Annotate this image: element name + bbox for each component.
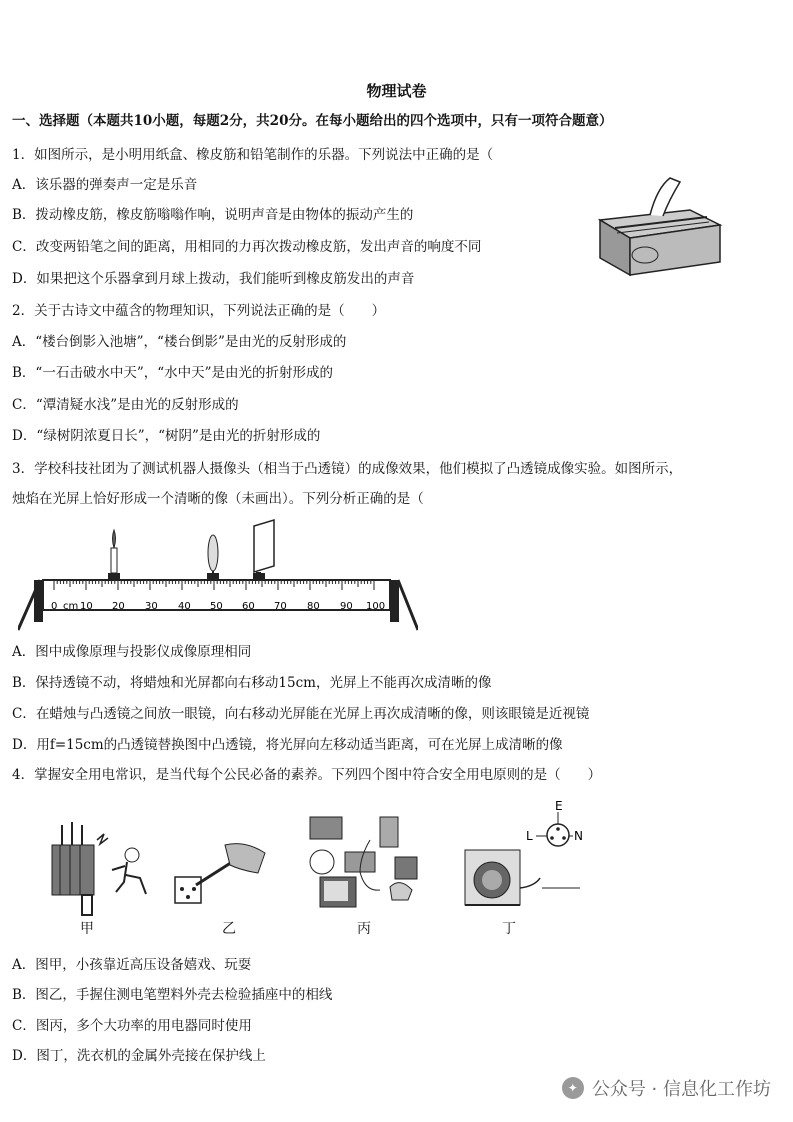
ruler-label-30: 30 bbox=[145, 601, 158, 612]
ruler-label-20: 20 bbox=[112, 601, 125, 612]
socket-label-e: E bbox=[555, 799, 563, 813]
ruler-label-100: 100 bbox=[366, 601, 386, 612]
question-2-option-a: A．“楼台倒影入池塘”，“楼台倒影”是由光的反射形成的 bbox=[12, 334, 347, 350]
question-3-option-d: D．用f=15cm的凸透镜替换图中凸透镜，将光屏向左移动适当距离，可在光屏上成清晰的像 bbox=[12, 737, 563, 753]
ruler-unit-label: cm bbox=[63, 601, 79, 612]
figure-caption-bing: 丙 bbox=[357, 921, 371, 937]
question-1-option-b: B．拨动橡皮筋，橡皮筋嗡嗡作响，说明声音是由物体的振动产生的 bbox=[12, 207, 414, 223]
test-pen-figure bbox=[170, 835, 280, 910]
ruler-label-60: 60 bbox=[242, 601, 255, 612]
question-3-option-a: A．图中成像原理与投影仪成像原理相同 bbox=[12, 644, 252, 660]
question-2-option-c: C．“潭清疑水浅”是由光的反射形成的 bbox=[12, 397, 239, 413]
ruler-label-0: 0 bbox=[51, 601, 58, 612]
watermark-text: 公众号 · 信息化工作坊 bbox=[591, 1079, 771, 1100]
question-1-option-d: D．如果把这个乐器拿到月球上拨动，我们能听到橡皮筋发出的声音 bbox=[12, 271, 415, 287]
question-3-option-c: C．在蜡烛与凸透镜之间放一眼镜，向右移动光屏能在光屏上再次成清晰的像，则该眼镜是近视镜 bbox=[12, 706, 590, 722]
ruler-label-90: 90 bbox=[340, 601, 353, 612]
candle-icon bbox=[108, 530, 120, 580]
figure-caption-jia: 甲 bbox=[80, 921, 94, 937]
multiple-appliances-figure bbox=[300, 812, 430, 917]
wechat-logo-icon: ✦ bbox=[562, 1077, 584, 1099]
question-3-option-b: B．保持透镜不动，将蜡烛和光屏都向右移动15cm，光屏上不能再次成清晰的像 bbox=[12, 675, 492, 691]
ruler-label-10: 10 bbox=[80, 601, 93, 612]
question-4-option-a: A．图甲，小孩靠近高压设备嬉戏、玩耍 bbox=[12, 957, 252, 973]
socket-label-n: N bbox=[574, 829, 583, 843]
light-screen-icon bbox=[253, 520, 274, 580]
paper-box-instrument-figure bbox=[595, 170, 725, 280]
question-4-option-c: C．图丙，多个大功率的用电器同时使用 bbox=[12, 1018, 252, 1034]
question-4-stem: 4．掌握安全用电常识，是当代每个公民必备的素养。下列四个图中符合安全用电原则的是（ ） bbox=[12, 767, 602, 783]
ruler-label-40: 40 bbox=[178, 601, 191, 612]
question-4-option-d: D．图丁，洗衣机的金属外壳接在保护线上 bbox=[12, 1048, 266, 1064]
convex-lens-icon bbox=[207, 535, 219, 580]
question-2-option-d: D．“绿树阴浓夏日长”，“树阴”是由光的折射形成的 bbox=[12, 428, 321, 444]
optical-bench-figure bbox=[18, 518, 418, 633]
question-2-stem: 2．关于古诗文中蕴含的物理知识，下列说法正确的是（ ） bbox=[12, 303, 386, 319]
question-3-stem-line1: 3．学校科技社团为了测试机器人摄像头（相当于凸透镜）的成像效果，他们模拟了凸透镜成像实验。如图所示， bbox=[12, 461, 683, 477]
high-voltage-figure bbox=[42, 820, 162, 920]
section-heading: 一、选择题（本题共10小题，每题2分，共20分。在每小题给出的四个选项中，只有一项符合题意） bbox=[12, 113, 613, 129]
washing-machine-grounding-figure bbox=[460, 798, 590, 913]
ruler-label-80: 80 bbox=[307, 601, 320, 612]
question-3-stem-line2: 烛焰在光屏上恰好形成一个清晰的像（未画出）。下列分析正确的是（ bbox=[12, 491, 424, 507]
ruler-label-70: 70 bbox=[274, 601, 287, 612]
question-1-stem: 1．如图所示，是小明用纸盒、橡皮筋和铅笔制作的乐器。下列说法中正确的是（ bbox=[12, 147, 494, 163]
question-4-option-b: B．图乙，手握住测电笔塑料外壳去检验插座中的相线 bbox=[12, 987, 333, 1003]
watermark bbox=[562, 1075, 771, 1101]
socket-label-l: L bbox=[526, 829, 533, 843]
ruler-label-50: 50 bbox=[210, 601, 223, 612]
page-title: 物理试卷 bbox=[366, 82, 427, 100]
question-2-option-b: B．“一石击破水中天”，“水中天”是由光的折射形成的 bbox=[12, 365, 334, 381]
figure-caption-ding: 丁 bbox=[502, 921, 516, 937]
question-1-option-a: A．该乐器的弹奏声一定是乐音 bbox=[12, 177, 198, 193]
question-1-option-c: C．改变两铅笔之间的距离，用相同的力再次拨动橡皮筋，发出声音的响度不同 bbox=[12, 239, 482, 255]
figure-caption-yi: 乙 bbox=[222, 921, 236, 937]
